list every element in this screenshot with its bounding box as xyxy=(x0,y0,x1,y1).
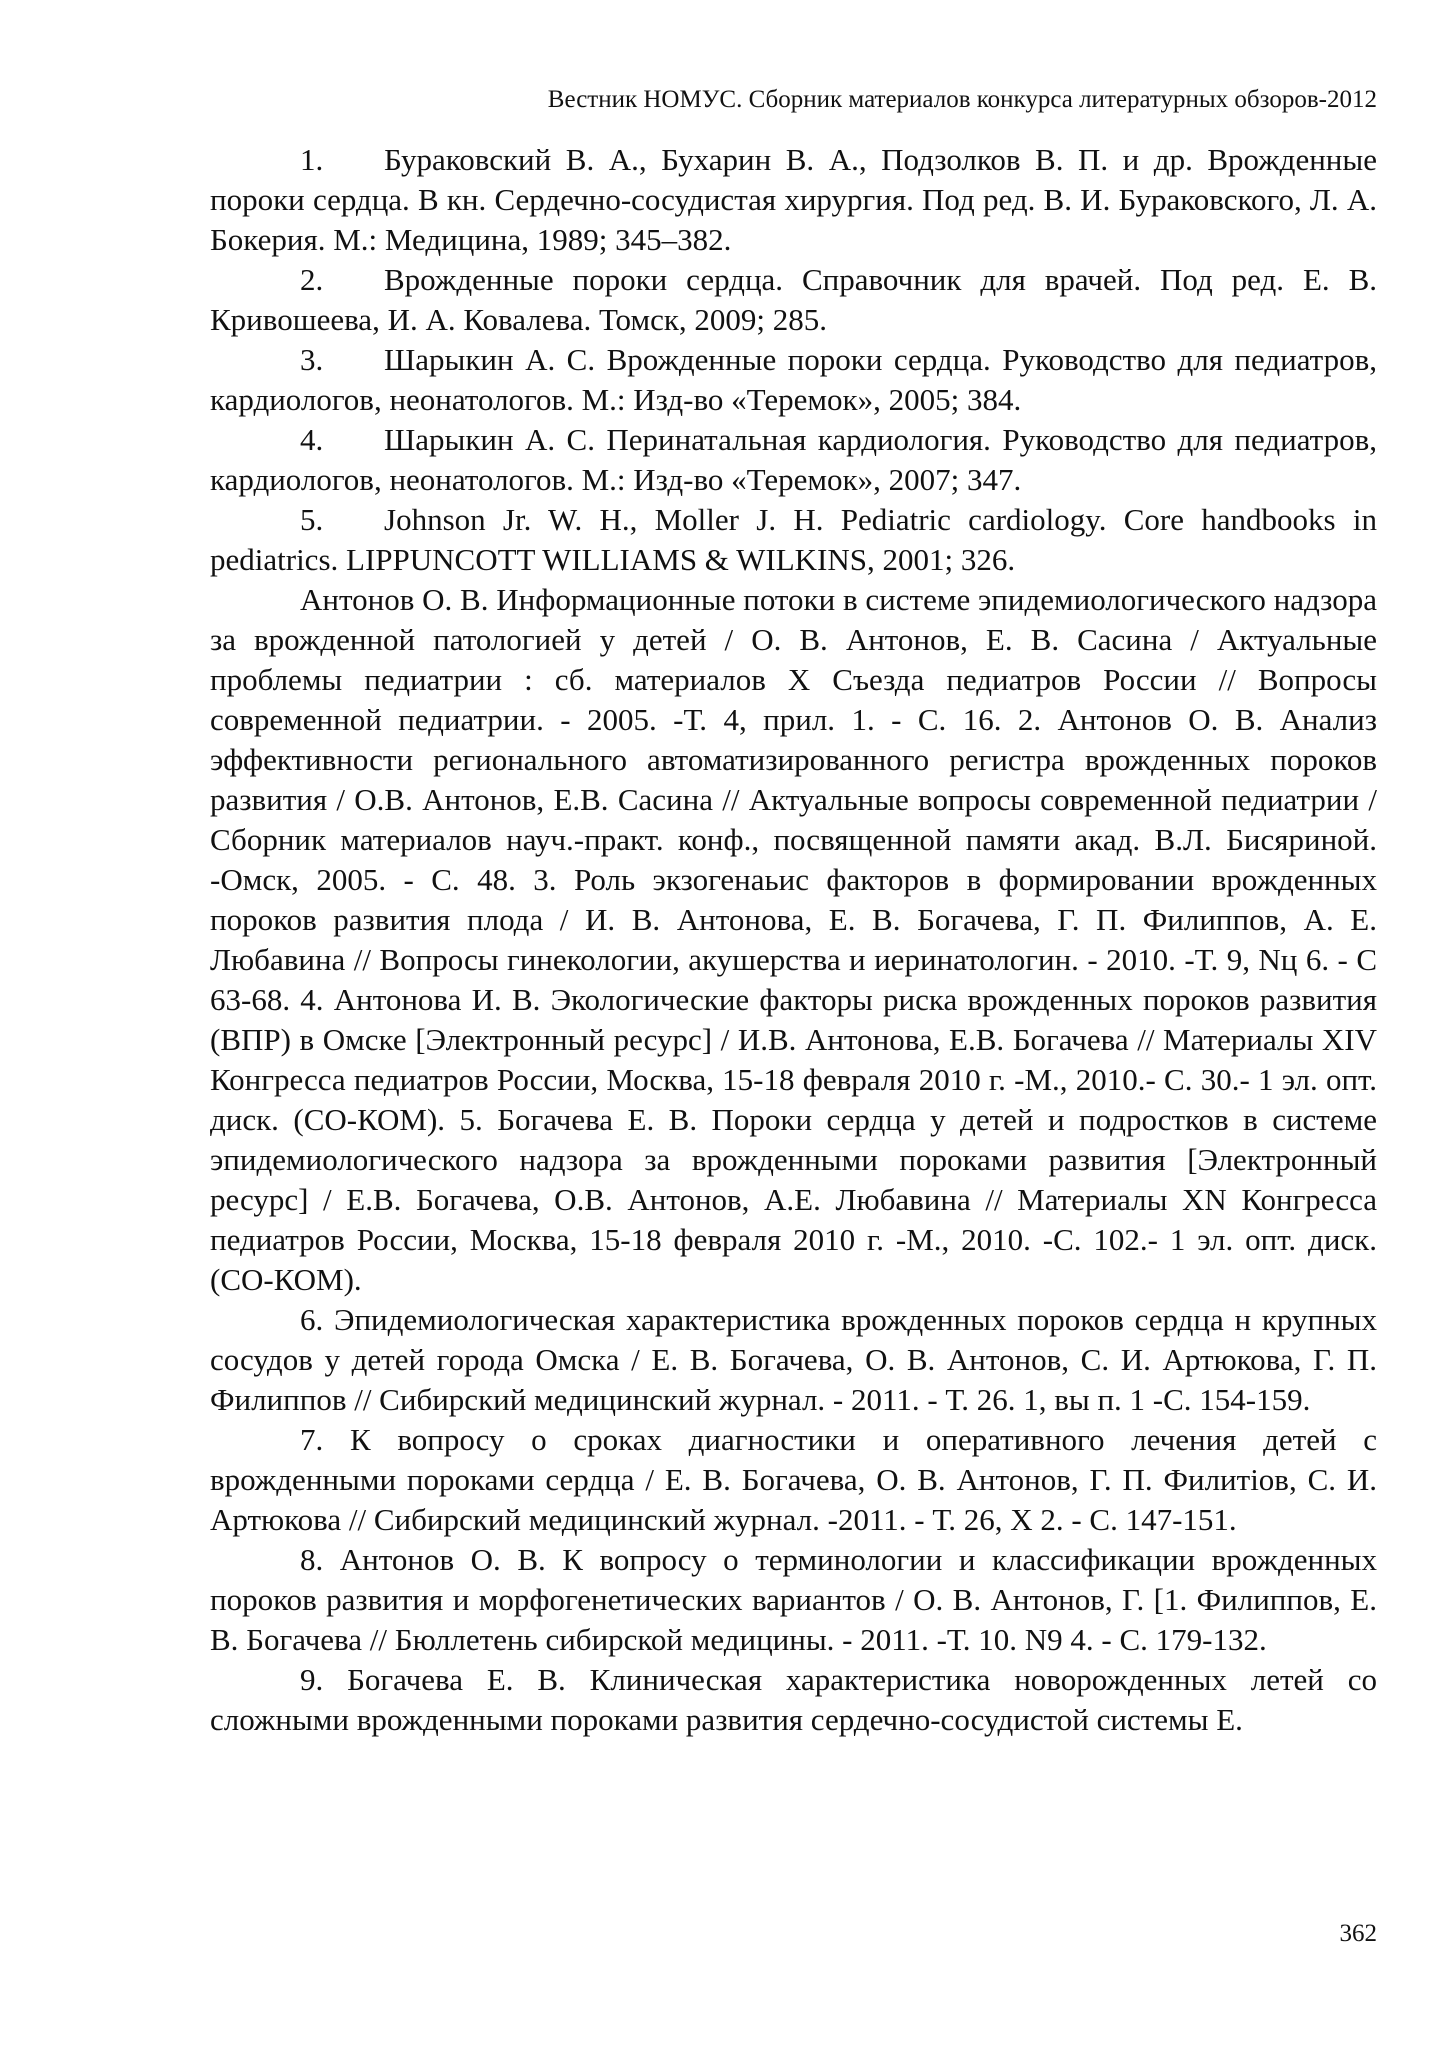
reference-item xyxy=(210,420,1377,500)
reference-paragraph: 9. Богачева Е. В. Клиническая характеристика новорожденных летей со сложными врожденными пороками развития сердечно-сосудистой системы Е. xyxy=(210,1662,1377,1737)
reference-paragraph: Антонов О. В. Информационные потоки в системе эпидемиологического надзора за врожденной патологией у детей / О. В. Антонов, Е. В. Сасина / Актуальные проблемы педиатрии : сб. материалов X Съезда педиатров России // Вопросы современной педиатрии. - 2005. -Т. 4, прил. 1. - С. 16. 2. Антонов О. В. Анализ эффективности регионального автоматизированного регистра врожденных пороков развития / О.В. Антонов, Е.В. Сасина // Актуальные вопросы современной педиатрии / Сборник материалов науч.-практ. конф., посвященной памяти акад. В.Л. Бисяриной. -Омск, 2005. - С. 48. 3. Роль экзогенаьис факторов в формировании врожденных пороков развития плода / И. В. Антонова, Е. В. Богачева, Г. П. Филиппов, А. Е. Любавина // Вопросы гинекологии, акушерства и иеринатологин. - 2010. -Т. 9, Nц 6. - С 63-68. 4. Антонова И. В. Экологические факторы риска врожденных пороков развития (ВПР) в Омске [Электронный ресурс] / И.В. Антонова, Е.В. Богачева // Материалы XIV Конгресса педиатров России, Москва, 15-18 февраля 2010 г. -М., 2010.- С. 30.- 1 эл. опт. диск. (СО-КОМ). 5. Богачева Е. В. Пороки сердца у детей и подростков в системе эпидемиологического надзора за врожденными пороками развития [Электронный ресурс] / Е.В. Богачева, О.В. Антонов, А.Е. Любавина // Материалы XN Конгресса педиатров России, Москва, 15-18 февраля 2010 г. -М., 2010. -С. 102.- 1 эл. опт. диск. (СО-КОМ). xyxy=(210,582,1377,1297)
running-header: Вестник НОМУС. Сборник материалов конкурса литературных обзоров-2012 xyxy=(547,86,1377,113)
reference-item xyxy=(210,140,1377,260)
reference-item xyxy=(210,260,1377,340)
reference-paragraph: 7. К вопросу о сроках диагностики и оперативного лечения детей с врожденными пороками сердца / Е. В. Богачева, О. В. Антонов, Г. П. Филитiов, С. И. Артюкова // Сибирский медицинский журнал. -2011. - Т. 26, X 2. - С. 147-151. xyxy=(210,1422,1377,1537)
reference-text: Johnson Jr. W. H., Moller J. H. Pediatric cardiology. Core handbooks in pediatrics. LIPPUNCOTT WILLIAMS & WILKINS, 2001; 326. xyxy=(210,502,1377,577)
reference-number: 3. xyxy=(300,342,324,377)
reference-paragraph: 8. Антонов О. В. К вопросу о терминологии и классификации врожденных пороков развития и морфогенетических вариантов / О. В. Антонов, Г. [1. Филиппов, Е. В. Богачева // Бюллетень сибирской медицины. - 2011. -Т. 10. N9 4. - С. 179-132. xyxy=(210,1542,1377,1657)
reference-item xyxy=(210,340,1377,420)
reference-number: 4. xyxy=(300,422,324,457)
reference-number: 5. xyxy=(300,502,324,537)
reference-text: Шарыкин А. С. Перинатальная кардиология. Руководство для педиатров, кардиологов, неонатологов. М.: Изд-во «Теремок», 2007; 347. xyxy=(210,422,1377,497)
page-number: 362 xyxy=(1339,1920,1377,1947)
reference-list xyxy=(210,140,1377,1740)
reference-number: 1. xyxy=(300,142,324,177)
reference-text: Врожденные пороки сердца. Справочник для врачей. Под ред. Е. В. Кривошеева, И. А. Ковалева. Томск, 2009; 285. xyxy=(210,262,1377,337)
reference-item xyxy=(210,500,1377,580)
reference-paragraph: 6. Эпидемиологическая характеристика врожденных пороков сердца н крупных сосудов у детей города Омска / Е. В. Богачева, О. В. Антонов, С. И. Артюкова, Г. П. Филиппов // Сибирский медицинский журнал. - 2011. - Т. 26. 1, вы п. 1 -С. 154-159. xyxy=(210,1302,1377,1417)
reference-number: 2. xyxy=(300,262,324,297)
reference-text: Бураковский В. А., Бухарин В. А., Подзолков В. П. и др. Врожденные пороки сердца. В кн. Сердечно-сосудистая хирургия. Под ред. В. И. Бураковского, Л. А. Бокерия. М.: Медицина, 1989; 345–382. xyxy=(210,142,1377,257)
reference-text: Шарыкин А. С. Врожденные пороки сердца. Руководство для педиатров, кардиологов, неонатологов. М.: Изд-во «Теремок», 2005; 384. xyxy=(210,342,1377,417)
